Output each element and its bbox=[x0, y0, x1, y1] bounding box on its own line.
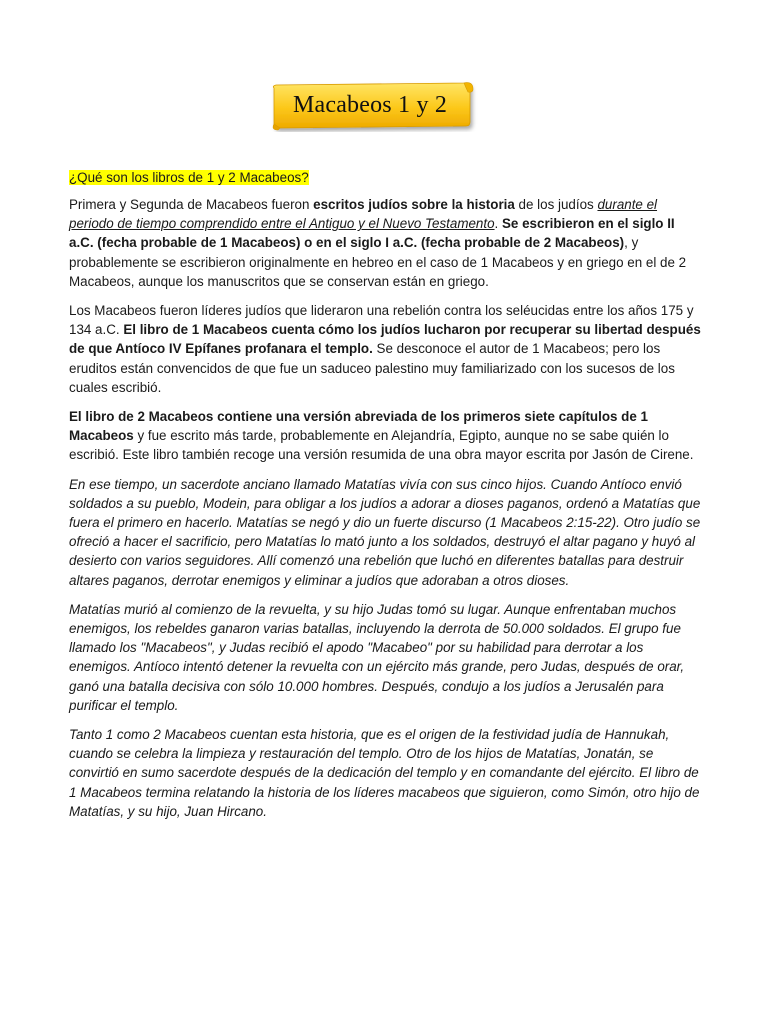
paragraph-4: En ese tiempo, un sacerdote anciano llamado Matatías vivía con sus cinco hijos. Cuando Antíoco envió soldados a su pueblo, Modein, para obligar a los judíos a adorar a dioses paganos, ordenó a Matatías que fuera el primero en hacerlo. Matatías se negó y dio un fuerte discurso (1 Macabeos 2:15-22). Otro judío se ofreció a hacer el sacrificio, pero Matatías lo mató junto a los soldados, destruyó el altar pagano y huyó al desierto con varios seguidores. Allí comenzó una rebelión que luchó en diferentes batallas para destruir altares paganos, derrotar enemigos y eliminar a judíos que adoraban a otros dioses. bbox=[69, 476, 701, 588]
p1-text-2: de los judíos bbox=[514, 197, 598, 212]
p1-text-4: , y probablemente se escribieron originalmente en hebreo en el caso de 1 Macabeos y en griego en el de 2 Macabeos, aunque los manuscritos que se conservan están en griego. bbox=[69, 235, 687, 289]
section-heading bbox=[69, 168, 701, 187]
p1-bold-1: escritos judíos sobre la historia bbox=[313, 197, 515, 212]
title-banner bbox=[270, 80, 478, 132]
paragraph-3 bbox=[69, 407, 701, 465]
p3-text-1: y fue escrito más tarde, probablemente en Alejandría, Egipto, aunque no se sabe quién lo escribió. Este libro también recoge una versión resumida de una obra mayor escrita por Jasón de Cirene. bbox=[69, 428, 694, 463]
paragraph-5: Matatías murió al comienzo de la revuelta, y su hijo Judas tomó su lugar. Aunque enfrentaban muchos enemigos, los rebeldes ganaron varias batallas, incluyendo la derrota de 50.000 soldados. El grupo fue llamado los "Macabeos", y Judas recibió el apodo "Macabeo" por su habilidad para derrotar a los enemigos. Antíoco intentó detener la revuelta con un ejército más grande, pero Judas, después de orar, ganó una batalla decisiva con sólo 10.000 hombres. Después, condujo a los judíos a Jerusalén para purificar el templo. bbox=[69, 601, 685, 713]
p2-text-1: Los Macabeos fueron líderes judíos que lideraron una rebelión contra los seléucidas entre los años 175 y 134 a.C. bbox=[69, 303, 694, 338]
p1-bold-2: Se escribieron en el siglo II a.C. (fecha probable de 1 Macabeos) o en el siglo I a.C. (fecha probable de 2 Macabeos) bbox=[69, 216, 675, 251]
p3-bold-1: El libro de 2 Macabeos contiene una versión abreviada de los primeros siete capítulos de 1 Macabeos bbox=[69, 409, 648, 444]
highlighted-heading-text: ¿Qué son los libros de 1 y 2 Macabeos? bbox=[69, 170, 309, 185]
p2-text-2: Se desconoce el autor de 1 Macabeos; pero los eruditos están convencidos de que fue un saduceo palestino muy familiarizado con los sucesos de los cuales escribió. bbox=[69, 341, 675, 395]
p1-text-1: Primera y Segunda de Macabeos fueron bbox=[69, 197, 314, 212]
p1-text-3: . bbox=[494, 216, 502, 232]
paragraph-2 bbox=[69, 301, 701, 397]
paragraph-1 bbox=[69, 195, 701, 291]
p2-bold-1: El libro de 1 Macabeos cuenta cómo los judíos lucharon por recuperar su libertad después de que Antíoco IV Epífanes profanara el templo. bbox=[69, 322, 701, 357]
page-title: Macabeos 1 y 2 bbox=[292, 92, 448, 118]
p1-italic-underline: durante el periodo de tiempo comprendido entre el Antiguo y el Nuevo Testamento bbox=[69, 197, 658, 232]
document-body bbox=[69, 168, 701, 831]
paragraph-6: Tanto 1 como 2 Macabeos cuentan esta historia, que es el origen de la festividad judía de Hannukah, cuando se celebra la limpieza y restauración del templo. Otro de los hijos de Matatías, Jonatán, se convirtió en sumo sacerdote después de la dedicación del templo y en comandante del ejército. El libro de 1 Macabeos termina relatando la historia de los líderes macabeos que siguieron, como Simón, otro hijo de Matatías, y su hijo, Juan Hircano. bbox=[69, 727, 700, 819]
